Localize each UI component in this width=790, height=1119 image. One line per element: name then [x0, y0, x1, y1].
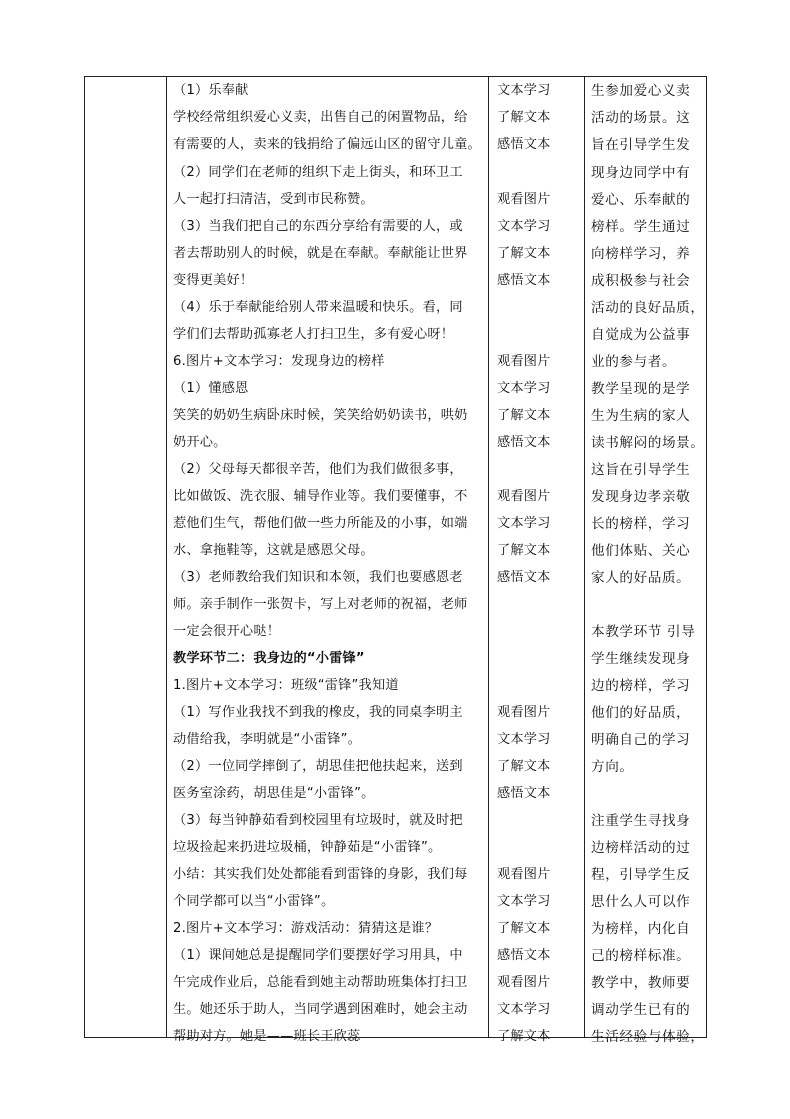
activity-line: 了解文本	[497, 1029, 551, 1044]
intent-line: 现身边同学中有	[591, 165, 691, 181]
process-line: （4）乐于奉献能给别人带来温暖和快乐。看，同	[173, 300, 463, 315]
activity-line: 观看图片	[497, 705, 551, 720]
intent-line: 明确自己的学习	[591, 732, 691, 748]
process-line: （3）每当钟静茹看到校园里有垃圾时，就及时把	[173, 813, 463, 828]
process-line: （2）同学们在老师的组织下走上街头，和环卫工	[173, 165, 463, 180]
activity-line: 观看图片	[497, 867, 551, 882]
intent-line: 家人的好品质。	[591, 570, 691, 586]
design-intent-column	[585, 77, 707, 1045]
teaching-process-column	[167, 77, 489, 1044]
process-line: （2）一位同学摔倒了，胡思佳把他扶起来，送到	[173, 759, 463, 774]
process-line: 6.图片+文本学习：发现身边的榜样	[173, 354, 385, 369]
process-line: 师。亲手制作一张贺卡，写上对老师的祝福，老师	[173, 597, 468, 612]
intent-line: 己的榜样标准。	[591, 948, 691, 964]
intent-line: 向榜样学习，养	[591, 246, 691, 262]
activity-line: 了解文本	[497, 408, 551, 423]
activity-line: 观看图片	[497, 192, 551, 207]
process-line: 惹他们生气，帮他们做一些力所能及的小事，如端	[173, 516, 468, 531]
intent-line: 他们体贴、关心	[591, 543, 691, 559]
process-line: 有需要的人，卖来的钱捐给了偏远山区的留守儿童。	[173, 137, 481, 152]
process-line: （1）懂感恩	[173, 381, 249, 396]
intent-line: 教学中，教师要	[591, 975, 691, 991]
student-activity-column	[489, 77, 585, 1044]
process-line: 小结：其实我们处处都能看到雷锋的身影，我们每	[173, 867, 468, 882]
activity-line: 文本学习	[497, 516, 551, 531]
process-line: （1）写作业我找不到我的橡皮，我的同桌李明主	[173, 705, 463, 720]
intent-line: 学生继续发现身	[591, 651, 691, 667]
process-line: 生。她还乐于助人，当同学遇到困难时，她会主动	[173, 1002, 468, 1017]
activity-line: 了解文本	[497, 110, 551, 125]
intent-line: 调动学生已有的	[591, 1002, 691, 1018]
activity-line: 文本学习	[497, 732, 551, 747]
process-line: 一定会很开心哒！	[173, 624, 281, 639]
process-line: 学校经常组织爱心义卖，出售自己的闲置物品，给	[173, 110, 468, 125]
activity-line: 感悟文本	[497, 435, 551, 450]
process-line: 变得更美好！	[173, 273, 254, 288]
intent-line: 活动的良好品质，	[591, 300, 705, 316]
process-line: 笑笑的奶奶生病卧床时候，笑笑给奶奶读书，哄奶	[173, 408, 468, 423]
activity-line: 感悟文本	[497, 137, 551, 152]
activity-line: 文本学习	[497, 83, 551, 98]
activity-line: 感悟文本	[497, 786, 551, 801]
activity-line: 文本学习	[497, 381, 551, 396]
intent-line: 生活经验与体验，	[591, 1029, 705, 1045]
process-line: 1.图片+文本学习：班级“雷锋”我知道	[173, 678, 399, 693]
activity-line: 感悟文本	[497, 948, 551, 963]
intent-line: 这旨在引导学生	[591, 462, 691, 478]
activity-line: 了解文本	[497, 759, 551, 774]
process-line: 垃圾捡起来扔进垃圾桶，钟静茹是“小雷锋”。	[173, 840, 442, 855]
activity-line: 观看图片	[497, 354, 551, 369]
intent-line: 程，引导学生反	[591, 867, 691, 883]
activity-line: 了解文本	[497, 246, 551, 261]
intent-line: 活动的场景。这	[591, 110, 691, 126]
process-line: （3）老师教给我们知识和本领，我们也要感恩老	[173, 570, 463, 585]
intent-line: 业的参与者。	[591, 354, 677, 370]
intent-line: 教学呈现的是学	[591, 381, 691, 397]
process-line: 者去帮助别人的时候，就是在奉献。奉献能让世界	[173, 246, 468, 261]
process-line: 比如做饭、洗衣服、辅导作业等。我们要懂事，不	[173, 489, 468, 504]
activity-line: 观看图片	[497, 489, 551, 504]
intent-line: 自觉成为公益事	[591, 327, 691, 343]
process-line: （1）乐奉献	[173, 83, 249, 98]
process-line: 学们们去帮助孤寡老人打扫卫生，多有爱心呀！	[173, 327, 455, 342]
process-line: 动借给我，李明就是“小雷锋”。	[173, 732, 362, 747]
activity-line: 文本学习	[497, 1002, 551, 1017]
intent-line: 成积极参与社会	[591, 273, 691, 289]
teaching-process-text	[167, 77, 488, 1044]
intent-line: 为榜样，内化自	[591, 921, 691, 937]
process-line: （2）父母每天都很辛苦，他们为我们做很多事，	[173, 462, 463, 477]
activity-line: 文本学习	[497, 894, 551, 909]
intent-line: 爱心、乐奉献的	[591, 192, 691, 208]
process-line: 奶开心。	[173, 435, 227, 450]
stage-column-cell	[85, 77, 167, 1038]
design-intent-text	[585, 77, 706, 1045]
process-line: 医务室涂药，胡思佳是“小雷锋”。	[173, 786, 375, 801]
activity-line: 了解文本	[497, 543, 551, 558]
table-row	[85, 77, 707, 1038]
process-line: 2.图片+文本学习：游戏活动：猜猜这是谁？	[173, 921, 439, 936]
intent-line: 边榜样活动的过	[591, 840, 691, 856]
intent-line: 旨在引导学生发	[591, 137, 691, 153]
intent-line: 生参加爱心义卖	[591, 83, 691, 99]
process-line: （1）课间她总是提醒同学们要摆好学习用具，中	[173, 948, 463, 963]
activity-line: 感悟文本	[497, 570, 551, 585]
intent-line: 思什么人可以作	[591, 894, 691, 910]
lesson-plan-table	[84, 76, 707, 1045]
intent-line: 本教学环节 引导	[591, 624, 696, 640]
intent-line: 他们的好品质，	[591, 705, 691, 721]
process-line: 个同学都可以当“小雷锋”。	[173, 894, 335, 909]
intent-line: 榜样。学生通过	[591, 219, 691, 235]
intent-line: 方向。	[591, 759, 634, 775]
process-line: 教学环节二：我身边的“小雷锋”	[173, 651, 365, 666]
intent-line: 读书解闷的场景。	[591, 435, 705, 451]
process-line: 午完成作业后，总能看到她主动帮助班集体打扫卫	[173, 975, 468, 990]
intent-line: 发现身边孝亲敬	[591, 489, 691, 505]
intent-line: 边的榜样，学习	[591, 678, 691, 694]
activity-line: 了解文本	[497, 921, 551, 936]
process-line: （3）当我们把自己的东西分享给有需要的人，或	[173, 219, 463, 234]
process-line: 人一起打扫清洁，受到市民称赞。	[173, 192, 374, 207]
intent-line: 生为生病的家人	[591, 408, 691, 424]
activity-line: 文本学习	[497, 219, 551, 234]
activity-line: 观看图片	[497, 975, 551, 990]
intent-line: 注重学生寻找身	[591, 813, 691, 829]
intent-line: 长的榜样，学习	[591, 516, 691, 532]
student-activity-text	[489, 77, 584, 1044]
process-line: 帮助对方。她是——班长王欣蕊	[173, 1029, 361, 1044]
activity-line: 感悟文本	[497, 273, 551, 288]
process-line: 水、拿拖鞋等，这就是感恩父母。	[173, 543, 374, 558]
